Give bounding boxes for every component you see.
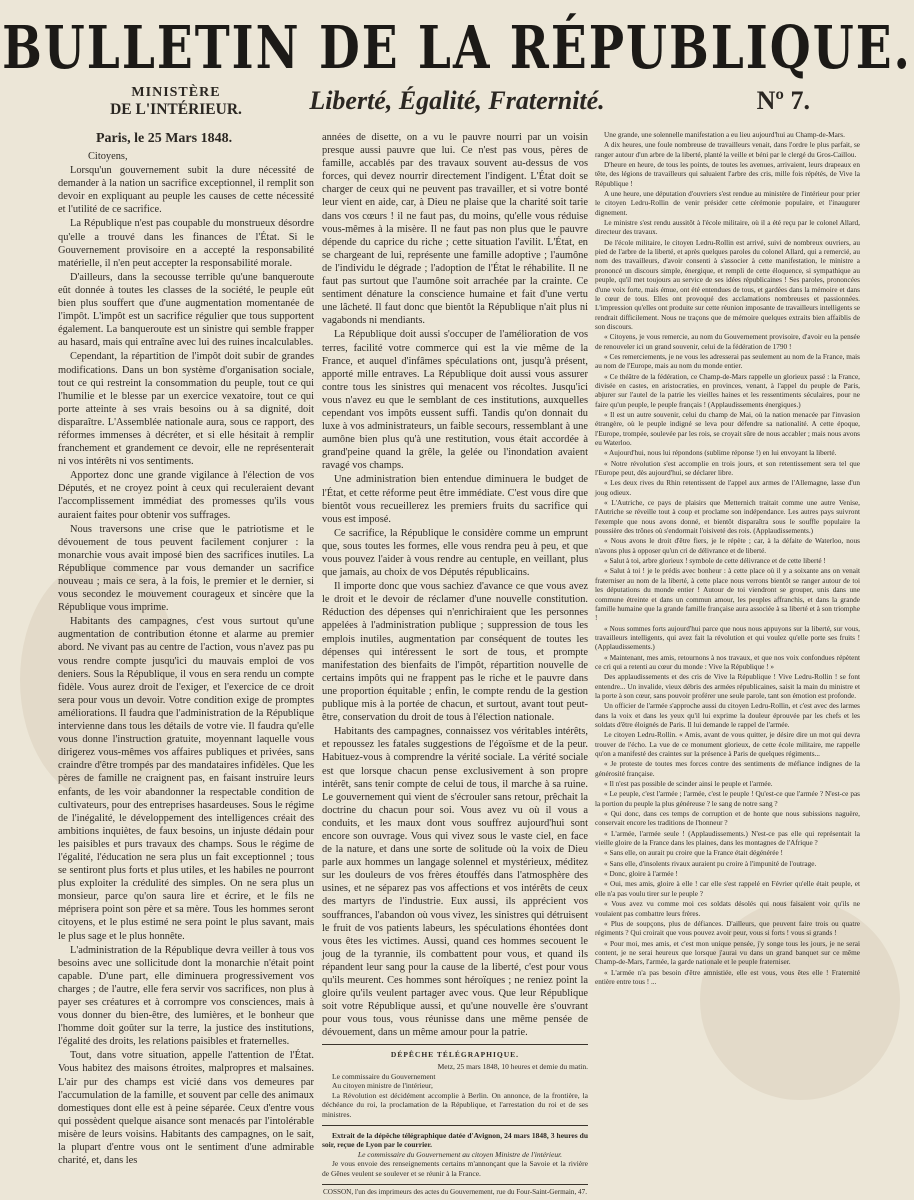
- paragraph: Une grande, une solennelle manifestation a eu lieu aujourd'hui au Champ-de-Mars.: [604, 131, 845, 139]
- issue-number: Nº 7.: [756, 86, 810, 115]
- paragraph: « Vous avez vu comme moi ces soldats désolés qui nous faisaient voir qu'ils ne voulaient pas combattre leurs frères.: [595, 900, 860, 918]
- column-2: [322, 131, 589, 1196]
- telegraphic-dispatch: [322, 1050, 588, 1197]
- paragraph: A dix heures, une foule nombreuse de travailleurs venait, dans l'ordre le plus parfait, se ranger autour d'un arbre de la liberté, planté la veille et béni par le clergé du Gros-Caillou.: [595, 141, 860, 159]
- paragraph: « Citoyens, je vous remercie, au nom du Gouvernement provisoire, d'avoir eu la pensée de renouveler ici un grand souvenir, celui de la fédération de 1790 !: [595, 333, 860, 351]
- paragraph: « Ces remerciements, je ne vous les adresserai pas seulement au nom de la France, mais au nom de l'Europe, mais au nom du monde entier.: [595, 352, 860, 371]
- paragraph: La République n'est pas coupable du monstrueux désordre qu'elle a trouvé dans les finances de l'État. Si le Gouvernement provisoire en a accepté la responsabilité matérielle, il n'en peut accepter la responsabilité morale.: [58, 218, 314, 269]
- paragraph: « L'armée n'a pas besoin d'être amnistiée, elle est vous, vous êtes elle ! Fraternité entière entre tous ! ...: [595, 968, 860, 986]
- paragraph: « Aujourd'hui, nous lui répondons (sublime réponse !) en lui envoyant la liberté.: [604, 449, 837, 458]
- dispatch-to: Au citoyen ministre de l'intérieur,: [332, 1081, 433, 1091]
- paragraph: « Je proteste de toutes mes forces contre des sentiments de méfiance indignes de la générosité française.: [595, 760, 860, 778]
- paragraph: Des applaudissements et des cris de Vive la République ! Vive Ledru-Rollin ! se font entendre... Un invalide, vieux débris des armées républicaines, saisit la main du ministre et la porte à son cœur, sans pouvoir proférer une seule parole, tant son émotion est profonde.: [595, 673, 860, 700]
- dateline: Paris, le 25 Mars 1848.: [96, 131, 233, 146]
- paragraph: Le ministre s'est rendu aussitôt à l'école militaire, où il a été reçu par le colonel Allard, directeur des travaux.: [595, 219, 860, 237]
- paragraph: « Donc, gloire à l'armée !: [604, 870, 678, 879]
- paragraph: D'heure en heure, de tous les points, de toutes les avenues, arrivaient, leurs drapeaux en tête, des légions de travailleurs qui saluaient l'arbre des cris, mille fois répétés, de Vive la République !: [595, 161, 860, 188]
- divider: [322, 1125, 588, 1126]
- paragraph: années de disette, on a vu le pauvre nourri par un voisin presque aussi pauvre que lui. Ce n'est pas vous, pères de famille, accablés par des travaux souvent au-dessus de vos forces, qui devez nourrir directement l'indigent. L'État doit se charger de ceux qui ne peuvent pas travailler, et si votre bonté leur vient en aide, car, à Dieu ne plaise que la charité soit tarie dans vos cœurs ! il ne faut pas, du moins, qu'elle vous réduise vous-mêmes à la misère. Il ne faut pas non plus que le pauvre dépende du caprice du riche ; cette situation l'avilit. L'État, en se chargeant de lui, représente une famille adoptive ; l'aumône de l'individu le dégrade ; l'adoption de l'État le réhabilite. Il ne faut pas surtout que l'aumône soit arrachée par la crainte. Ce sentiment dénature la conscience humaine et fait d'une vertu une lâcheté. Il faut donc que bientôt la République n'ait plus ni vagabonds ni mendiants.: [322, 132, 588, 327]
- paragraph: « Salut à toi, arbre glorieux ! symbole de cette délivrance et de cette liberté !: [604, 557, 826, 566]
- paragraph: D'ailleurs, dans la secousse terrible qu'une banqueroute eût donnée à toutes les classes de la société, le peuple eût bien plus souffert que d'une augmentation momentanée de l'impôt. L'impôt est un sacrifice régulier que tous supportent également. La banqueroute est un sinistre qui semble frapper au hasard, mais qui entraîne avec lui des ruines incalculables.: [58, 271, 314, 349]
- ministry-line-2: DE L'INTÉRIEUR.: [110, 101, 242, 118]
- paragraph: « Nous sommes forts aujourd'hui parce que nous nous appuyons sur la liberté, sur vous, travailleurs intelligents, qui avez fait la révolution et qui voulez qu'elle porte ses fruits ! (Applaudissements.): [595, 624, 860, 652]
- paragraph: Un officier de l'armée s'approche aussi du citoyen Ledru-Rollin, et c'est avec des larmes dans la voix et dans les yeux qu'il lui exprime la douleur éprouvée par les chefs et les soldats d'être éloignés de Paris. Il lui demande le rappel de l'armée.: [595, 702, 860, 729]
- column-1: [58, 150, 314, 1190]
- paragraph: « Plus de soupçons, plus de défiances. D'ailleurs, que peuvent faire trois ou quatre régiments ? Qui croirait que vous pouvez avoir peur, vous si forts ! vous si grands !: [595, 919, 860, 938]
- dispatch-title: DÉPÊCHE TÉLÉGRAPHIQUE.: [390, 1050, 520, 1060]
- paragraph: Habitants des campagnes, connaissez vos véritables intérêts, et repoussez les fatales suggestions de l'égoïsme et de la peur. Habituez-vous à comprendre la vérité sociale. La vérité sociale est que lorsque chacun pense exclusivement à son propre intérêt, sans tenir compte de celui de tous, il marche à sa ruine. Le gouvernement qui vient de s'écrouler sans retour, prêchait la doctrine du chacun pour soi. Vous avez vu où il vous a conduits, et les maux dont vous souffrez aujourd'hui sont encore son ouvrage. Vous qui vivez sous le vaste ciel, en face de la nature, et dans une sorte de solitude où la voix de Dieu parle aux hommes un langage solennel et mystérieux, méditez sur les douleurs de vos frères étouffés dans l'atmosphère des usines, et ne séparez pas vos affections et vos intérêts de ceux des martyrs de l'industrie. Eux aussi, ils apprécient vos souffrances, l'abandon où vous vivez, les sinistres qui détruisent le fruit de vos patients labeurs, les spéculations éhontées dont vous êtes les victimes. Aussi, quand ces hommes secouent le joug de la tyrannie, ils combattent pour vous, et quand ils répandent leur sang pour la cause de la liberté, c'est pour vous qu'ils meurent. Ces hommes sont héroïques ; ne reniez point la gloire qu'ils veulent partager avec vous. Que leur République soit votre République aussi, et qu'une nouvelle ère s'ouvrant pour vous tous, vous réunisse dans une même pensée de dévouement, dans un même amour pour la patrie.: [322, 726, 589, 1039]
- paragraph: « Il n'est pas possible de scinder ainsi le peuple et l'armée.: [604, 780, 773, 789]
- paragraph: « Pour moi, mes amis, et c'est mon unique pensée, j'y songe tous les jours, je ne serai content, je ne serai heureux que lorsque j'aurai vu dans un grand banquet sur ce même Champ-de-Mars, l'armée, la garde nationale et le peuple fraterniser.: [595, 939, 860, 967]
- dispatch-from: Le commissaire du Gouvernement: [332, 1071, 436, 1081]
- divider: [322, 1044, 588, 1045]
- dispatch-extract: Extrait de la dépêche télégraphique datée d'Avignon, 24 mars 1848, 3 heures du soir, reçue de Lyon par le courrier.: [322, 1130, 588, 1150]
- paragraph: « Les deux rives du Rhin retentissent de l'appel aux armes de l'Allemagne, lasse d'un joug odieux.: [595, 479, 860, 497]
- paragraph: « Qui donc, dans ces temps de corruption et de honte que nous subissions naguère, conservait encore les traditions de l'honneur ?: [595, 810, 860, 828]
- paragraph: Habitants des campagnes, c'est vous surtout qu'une augmentation de contribution étonne et alarme au premier abord. Ne vivant pas au centre de l'action, vous n'avez pas pu vous rendre compte jusqu'ici du mauvais emploi de vos deniers. Sous la République, il vous en sera rendu un compte fidèle. Vous aurez droit de l'exiger, et l'exercice de ce droit sera pour vous un devoir. Votre condition exige de promptes améliorations. Il faudra que l'administration de la République intervienne dans tous les détails de votre vie. Il faudra qu'elle vous donne l'instruction gratuite, moyennant laquelle vous dirigerez vous-mêmes vos affaires publiques et privées, sans craindre d'être trompés par des mandataires infidèles. Que les pères de famille ne craignent pas, en faisant instruire leurs enfants, de les voir abandonner la respectable condition de cultivateurs, pour des entreprises hasardeuses. Sous le régime de l'inégalité, le développement des intelligences créait des ambitions inquiètes, de faux besoins, un injuste dédain pour les paisibles et purs travaux des champs. Sous le régime de l'égalité, l'éducation ne sera plus un fait exceptionnel ; tous se sentiront plus forts et plus utiles, et les habiles ne pourront plus exploiter la crédulité des simples. On ne sera plus un monsieur, parce qu'on saura lire et écrire, et le fils ne méprisera point son père et sa mère. Tous les hommes seront citoyens, et le plus estimé ne sera point le plus savant, mais le plus sage et le plus honnête.: [58, 616, 314, 942]
- printer-imprint: COSSON, l'un des imprimeurs des actes du Gouvernement, rue du Four-Saint-Germain, 47.: [322, 1184, 588, 1198]
- dispatch-extract-body: Je vous envoie des renseignements certains m'annonçant que la Savoie et la rivière de Gênes veulent se soulever et se réunir à la France.: [322, 1159, 588, 1178]
- paragraph: « Maintenant, mes amis, retournons à nos travaux, et que nos voix confondues répètent ce cri qui a retenti au cœur du monde : Vive la République ! »: [595, 653, 860, 671]
- column-3: [595, 131, 860, 1191]
- ministry-line-1: MINISTÈRE: [131, 85, 221, 100]
- paragraph: De l'école militaire, le citoyen Ledru-Rollin est arrivé, suivi de nombreux ouvriers, au pied de l'arbre de la liberté, et après quelques paroles du colonel Allard, qui a remercié, au nom des travailleurs, d'avoir consenti à s'associer à cette manifestation, le ministre a prononcé un discours simple, énergique, et rempli de cette éloquence, si sympathique au peuple, qu'il met toujours au service de ses idées républicaines ! Ses paroles, prononcées d'une voix forte, mais émue, ont été entendues de tous, et gardées dans la mémoire et dans le cœur de tous. Elles ont provoqué des acclamations nombreuses et passionnées. L'impression qu'elles ont produite sur cette réunion imposante de travailleurs intelligents se rendrait difficilement. Nous ne traçons que de mémoire quelques extraits bien affaiblis de son discours.: [595, 238, 860, 331]
- paragraph: « L'Autriche, ce pays de plaisirs que Metternich traitait comme une autre Venise, l'Autriche se réveille tout à coup et proclame son indépendance. Les autres pays suivront l'exemple que nous avons donné, et bientôt disparaîtra sous le souffle populaire la poussière des trônes où s'endormait l'oisiveté des rois. (Applaudissements.): [595, 499, 860, 536]
- dispatch-body: La Révolution est décidément accomplie à Berlin. On annonce, de la frontière, la déchéance du roi, la proclamation de la République, et l'arrestation du roi et de ses ministres.: [322, 1090, 588, 1120]
- paragraph: « Ce théâtre de la fédération, ce Champ-de-Mars rappelle un glorieux passé : la France, divisée en castes, en aristocraties, en provinces, venant, à l'appel du peuple de Paris, abjurer sur l'autel de la patrie les vieilles haines et les ressentiments séculaires, pour ne faire qu'un peuple, le peuple français ! (Applaudissements énergiques.): [595, 372, 860, 409]
- paragraph: Citoyens,: [88, 151, 128, 162]
- paragraph: « Il est un autre souvenir, celui du champ de Mai, où la nation menacée par l'invasion étrangère, où le peuple indigné se leva pour défendre sa nationalité. A cette époque, l'Europe, trompée, soulevée par les rois, se croyait sûre de nous accabler ; mais nous avons eu Waterloo.: [595, 410, 860, 447]
- paragraph: Une administration bien entendue diminuera le budget de l'État, et cette réforme peut être immédiate. C'est vous dire que bientôt vous recueillerez les premiers fruits du sacrifice qui vous est imposé.: [322, 474, 588, 525]
- paragraph: Il importe donc que vous sachiez d'avance ce que vous avez le droit et le devoir de réclamer d'une nouvelle constitution. Réduction des dépenses qui n'enrichiraient que les personnes appelées à l'administration publique ; suppression de tous les emplois inutiles, augmentation par conséquent de toutes les dépenses qui intéressent le sort de tous, et prompte manifestation des bienfaits de l'impôt, répartition nouvelle de certains impôts qui ne frappent pas le riche et le pauvre dans une proportion équitable ; enfin, le compte rendu de la gestion publique mis à la portée de chacun, et surtout, avant tout peut-être, conservation du droit de tous à l'élection nationale.: [322, 581, 588, 724]
- paragraph: Lorsqu'un gouvernement subit la dure nécessité de demander à la nation un sacrifice exceptionnel, il remplit son devoir en expliquant au peuple les causes de cette nécessité et l'utilité de ce sacrifice.: [58, 165, 314, 216]
- ministry-label: [96, 84, 256, 118]
- paragraph: « Notre révolution s'est accomplie en trois jours, et son retentissement sera tel que l'Europe peut, dès aujourd'hui, se déclarer libre.: [595, 459, 860, 478]
- paragraph: Le citoyen Ledru-Rollin. « Amis, avant de vous quitter, je désire dire un mot qui devra trouver de l'écho. La vue de ce monument glorieux, de cette école militaire, me rappelle qu'on a manifesté des craintes sur la présence à Paris de quelques régiments...: [595, 731, 860, 758]
- paragraph: « Oui, mes amis, gloire à elle ! car elle s'est rappelé en Février qu'elle était peuple, et elle n'a pas voulu tirer sur le peuple ?: [595, 880, 860, 898]
- dispatch-date: Metz, 25 mars 1848, 10 heures et demie du matin.: [437, 1062, 588, 1072]
- paragraph: « Sans elle, d'insolents rivaux auraient pu croire à l'impunité de l'outrage.: [604, 859, 817, 868]
- paragraph: Ce sacrifice, la République le considère comme un emprunt que, sous toutes les formes, elle vous rendra peu à peu, et que vous pouvez l'aider à vous rendre au centuple, en veillant, plus que jamais, au choix de vos Députés républicains.: [322, 527, 588, 579]
- paragraph: La République doit aussi s'occuper de l'amélioration de vos terres, facilité votre commerce qui est la vie même de la France, et auquel d'infâmes spéculations ont, jusqu'à présent, apporté mille entraves. La République doit aussi vous assurer contre tous les sinistres qui menacent vos récoltes. Jusqu'ici vous n'avez eu que le semblant de ces institutions, auxquelles cependant vos impôts eussent suffi. Tandis qu'on donnait du luxe à vos administrateurs, un faible secours, ressemblant à une aumône bien plus qu'à une restitution, vous était accordée à grand'peine quand la grêle, la gelée ou l'inondation avaient ravagé vos champs.: [322, 329, 588, 472]
- paragraph: Tout, dans votre situation, appelle l'attention de l'État. Vous habitez des maisons étroites, malpropres et malsaines. L'air pur des champs est vicié dans vos demeures par l'accumulation de la famille, et souvent par celle des animaux domestiques dont elle est à peine séparée. Ceux d'entre vous qui possèdent quelque aisance sont menacés par l'intolérable misère de leurs voisins. Habitants des campagnes, on le sait, la plupart d'entre vous ont le sentiment d'une admirable charité, et, dans les: [58, 1050, 314, 1167]
- paragraph: A une heure, une députation d'ouvriers s'est rendue au ministère de l'intérieur pour prier le citoyen Ledru-Rollin de venir présider cette cérémonie populaire, et l'inaugurer dignement.: [595, 190, 860, 217]
- newspaper-title: BULLETIN DE LA RÉPUBLIQUE.: [2, 14, 912, 83]
- paragraph: L'administration de la République devra veiller à tous vos besoins avec une sollicitude dont la monarchie n'était point capable. D'une part, elle diminuera progressivement vos charges ; de l'autre, elle fera servir vos sacrifices, non plus à payer ses créatures et à corrompre vos consciences, mais à vous donner du bien-être, des lumières, et le bonheur que l'homme doit goûter sur la terre, la justice des institutions, l'égalité des droits, les relations paisibles et fraternelles.: [58, 944, 314, 1048]
- paragraph: « Le peuple, c'est l'armée ; l'armée, c'est le peuple ! Qu'est-ce que l'armée ? N'est-ce pas la portion du peuple la plus généreuse ? le sang de notre sang ?: [595, 790, 860, 808]
- paragraph: « Nous avons le droit d'être fiers, je le répète ; car, à la défaite de Waterloo, nous n'avons plus à opposer qu'un cri de délivrance et de liberté.: [595, 537, 860, 555]
- dispatch-extract-from: Le commissaire du Gouvernement au citoyen Ministre de l'intérieur.: [357, 1149, 563, 1159]
- paragraph: Nous traversons une crise que le patriotisme et le dévouement de tous peuvent facilement conjurer : la monarchie vous avait imposé bien des sacrifices inutiles. La République commence par vous demander un sacrifice nouveau ; mais ce sera, à la fois, le premier et le dernier, si vous secondez le mouvement courageux et sincère que la République vous imprime.: [58, 523, 314, 614]
- motto: Liberté, Égalité, Fraternité.: [309, 86, 605, 115]
- paragraph: Cependant, la répartition de l'impôt doit subir de grandes modifications. Dans un bon système d'organisation sociale, tout ce qui restreint la consommation du peuple, tout ce qui l'humilie et le blesse par un exercice vexatoire, tout ce qui porte atteinte à ses vrais besoins ou à sa dignité, doit disparaître. L'Assemblée nationale aura, sous ce rapport, des réformes immenses à décréter, et si elle hésitait à remplir franchement et grandement ce devoir, elle ne représenterait ni vos intérêts ni vos sentiments.: [58, 351, 314, 468]
- paragraph: Apportez donc une grande vigilance à l'élection de vos Députés, et ne croyez point à ceux qui reculeraient devant l'accomplissement immédiat des promesses qu'ils vous auraient faites pour obtenir vos suffrages.: [58, 470, 314, 521]
- paragraph: « L'armée, l'armée seule ! (Applaudissements.) N'est-ce pas elle qui représentait la vieille gloire de la France dans les plaines, dans les montagnes de l'Afrique ?: [595, 829, 860, 848]
- paragraph: « Sans elle, on aurait pu croire que la France était dégénérée !: [604, 849, 783, 858]
- paragraph: « Salut à toi ! je le prédis avec bonheur : à cette place où il y a soixante ans on venait fraterniser au nom de la liberté, à cette place nous verrons bientôt se ranger autour de toi les députations du monde entier ! Autour de toi viendront se grouper, unis dans une commune étreinte et dans un commun amour, les peuples affranchis, et dans la grande famille humaine que la grande famille française aura associée à sa liberté et à son triomphe !: [595, 567, 860, 623]
